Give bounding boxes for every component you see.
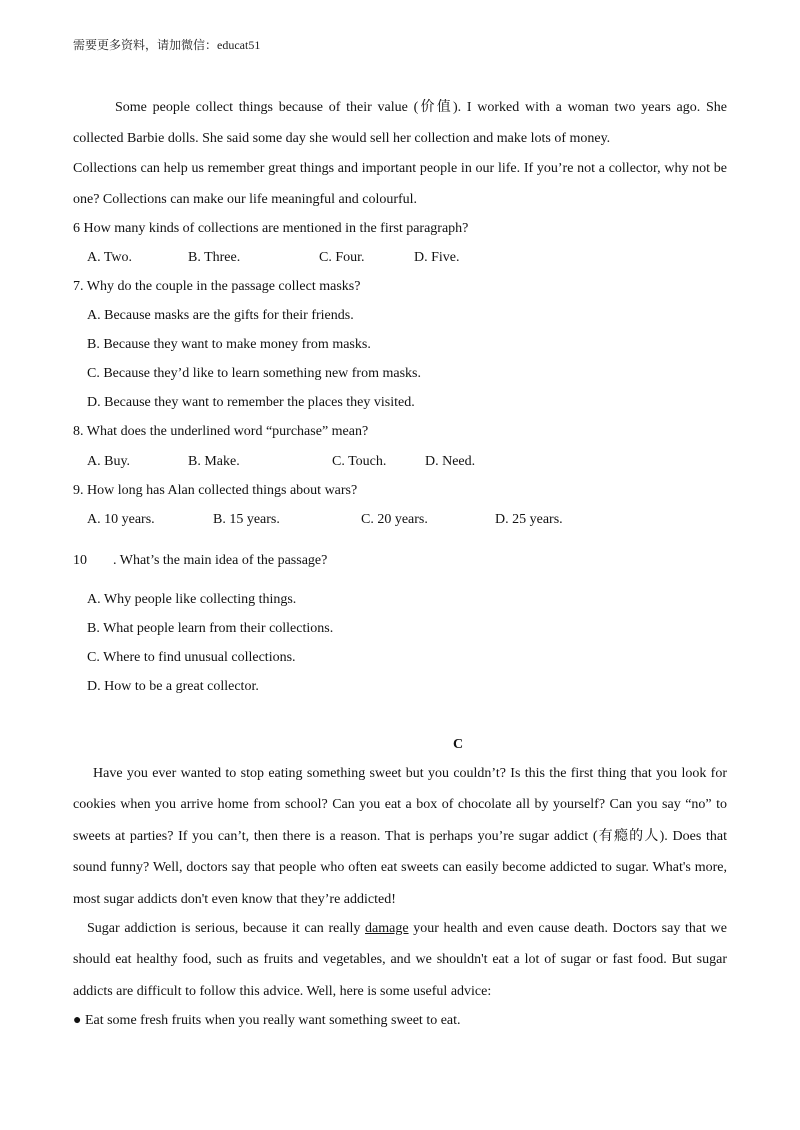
- answer-option: C. Because they’d like to learn something new from masks.: [87, 366, 421, 381]
- page-header-note: 需要更多资料，请加微信：educat51: [73, 38, 261, 52]
- answer-option: C. Where to find unusual collections.: [87, 650, 296, 665]
- question-stem: 7. Why do the couple in the passage collect masks?: [73, 279, 361, 294]
- paragraph-line: [73, 920, 727, 938]
- paragraph-line: should eat healthy food, such as fruits and vegetables, and we shouldn't eat a lot of sugar or fast food. But sugar: [73, 952, 727, 967]
- question-stem: . What’s the main idea of the passage?: [113, 553, 328, 568]
- question-number: 10: [73, 553, 87, 568]
- answer-option: A. Buy.: [87, 454, 131, 469]
- answer-option: B. Because they want to make money from masks.: [87, 337, 371, 352]
- answer-option: A. 10 years.: [87, 512, 155, 527]
- paragraph-line: addicts are difficult to follow this advice. Well, here is some useful advice:: [73, 984, 492, 999]
- paragraph-line: Have you ever wanted to stop eating something sweet but you couldn’t? Is this the first thing that you look for: [93, 766, 727, 781]
- answer-option: B. Three.: [188, 250, 241, 265]
- underlined-word: damage: [365, 921, 409, 936]
- answer-option: C. Touch.: [332, 454, 387, 469]
- answer-option: B. What people learn from their collections.: [87, 621, 334, 636]
- bullet-item: ● Eat some fresh fruits when you really want something sweet to eat.: [73, 1013, 461, 1028]
- answer-option: B. Make.: [188, 454, 240, 469]
- answer-option: B. 15 years.: [213, 512, 280, 527]
- paragraph-line: Collections can help us remember great things and important people in our life. If you’re not a collector, why not be: [73, 161, 727, 176]
- question-stem: 9. How long has Alan collected things about wars?: [73, 483, 358, 498]
- paragraph-line: most sugar addicts don't even know that they’re addicted!: [73, 892, 396, 907]
- answer-option: D. Five.: [414, 250, 460, 265]
- answer-option: A. Because masks are the gifts for their friends.: [87, 308, 354, 323]
- text-run: Sugar addiction is serious, because it can really: [87, 921, 366, 936]
- paragraph-line: sound funny? Well, doctors say that people who often eat sweets can easily become addicted to sugar. What's more,: [73, 860, 727, 875]
- section-heading: C: [452, 737, 464, 752]
- answer-option: D. Because they want to remember the places they visited.: [87, 395, 415, 410]
- paragraph-line: cookies when you arrive home from school? Can you eat a box of chocolate all by yourself? Can you say “no” to: [73, 797, 727, 812]
- answer-option: D. Need.: [425, 454, 476, 469]
- text-run: your health and even cause death. Doctors say that we: [408, 921, 727, 936]
- answer-option: C. Four.: [319, 250, 365, 265]
- question-stem: 6 How many kinds of collections are mentioned in the first paragraph?: [73, 221, 469, 236]
- paragraph-line: collected Barbie dolls. She said some day she would sell her collection and make lots of money.: [73, 131, 611, 146]
- paragraph-line: Some people collect things because of their value (价值). I worked with a woman two years ago. She: [115, 100, 727, 115]
- answer-option: A. Why people like collecting things.: [87, 592, 297, 607]
- answer-option: A. Two.: [87, 250, 133, 265]
- question-stem: 8. What does the underlined word “purchase” mean?: [73, 424, 369, 439]
- paragraph-line: sweets at parties? If you can’t, then there is a reason. That is perhaps you’re sugar addict (有瘾的人). Does that: [73, 829, 727, 844]
- answer-option: C. 20 years.: [361, 512, 428, 527]
- answer-option: D. 25 years.: [495, 512, 563, 527]
- paragraph-line: one? Collections can make our life meaningful and colourful.: [73, 192, 418, 207]
- answer-option: D. How to be a great collector.: [87, 679, 259, 694]
